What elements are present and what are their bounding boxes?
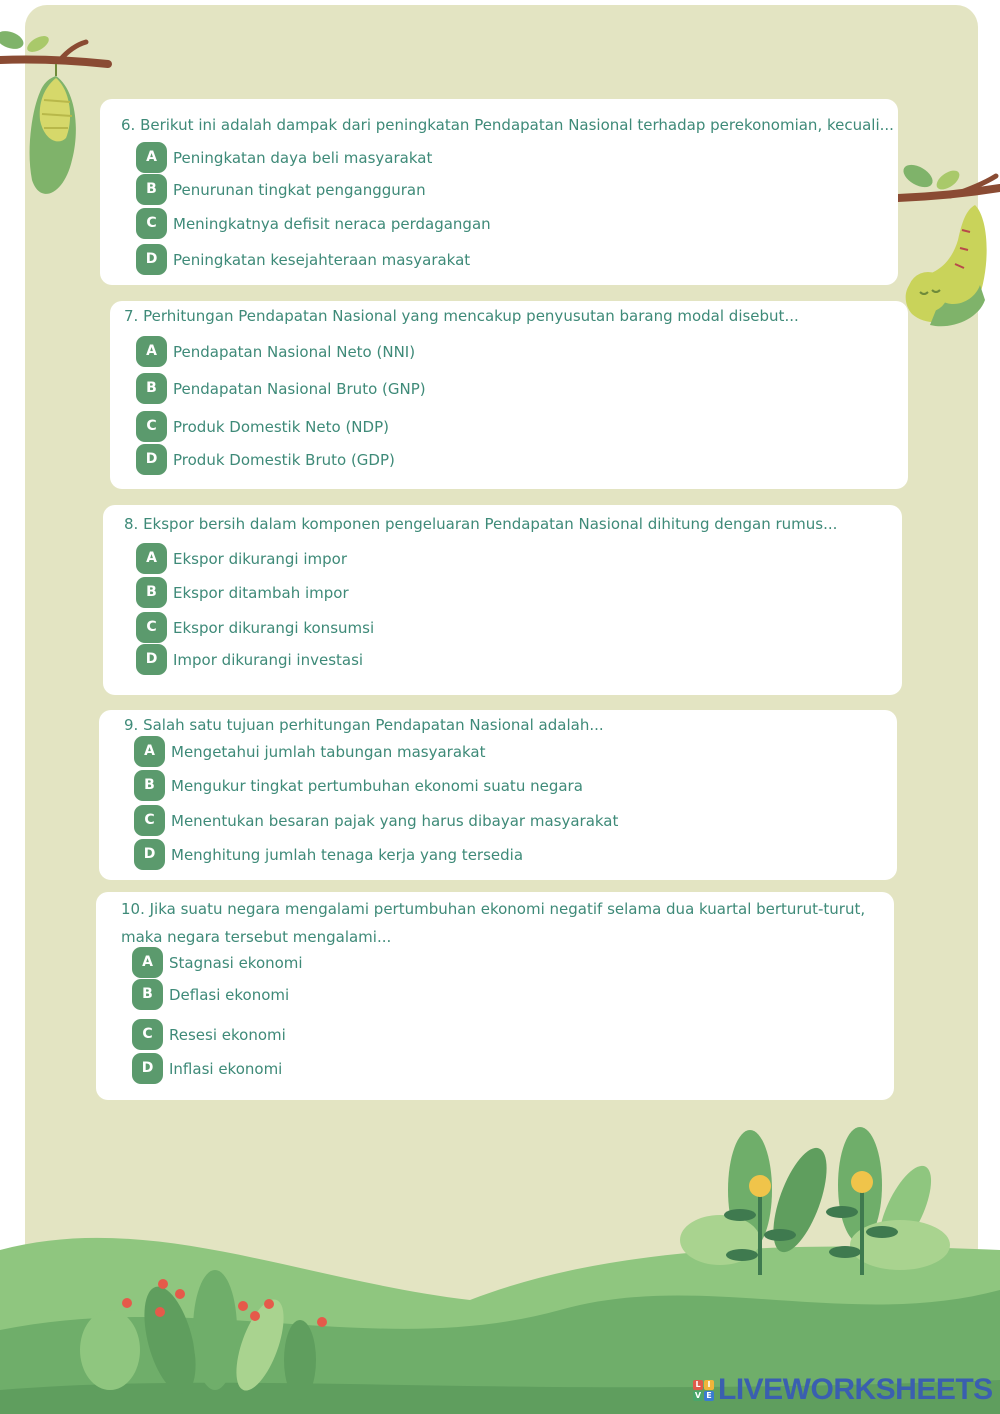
option-label: Peningkatan kesejahteraan masyarakat (173, 251, 471, 269)
logo-text: LIVEWORKSHEETS (718, 1373, 993, 1406)
option-badge: C (136, 208, 167, 239)
option-c[interactable] (136, 412, 389, 442)
option-label: Pendapatan Nasional Neto (NNI) (173, 343, 416, 361)
option-a[interactable] (136, 544, 347, 574)
liveworksheets-logo (693, 1374, 993, 1406)
option-label: Ekspor dikurangi konsumsi (173, 619, 375, 637)
option-badge: B (136, 577, 167, 608)
option-label: Stagnasi ekonomi (169, 954, 303, 972)
option-badge: B (136, 373, 167, 404)
option-d[interactable] (136, 645, 363, 675)
option-label: Meningkatnya defisit neraca perdagangan (173, 215, 491, 233)
option-c[interactable] (136, 613, 374, 643)
option-badge: D (136, 244, 167, 275)
option-label: Peningkatan daya beli masyarakat (173, 149, 433, 167)
option-badge: D (136, 644, 167, 675)
option-badge: A (136, 336, 167, 367)
option-d[interactable] (136, 245, 470, 275)
logo-mark-icon: L I V E (693, 1380, 714, 1401)
option-d[interactable] (132, 1054, 282, 1084)
option-c[interactable] (132, 1020, 286, 1050)
option-c[interactable] (134, 806, 618, 836)
question-text: 6. Berikut ini adalah dampak dari peningkatan Pendapatan Nasional terhadap perekonomian, kecuali... (121, 116, 894, 134)
option-label: Produk Domestik Neto (NDP) (173, 418, 389, 436)
option-badge: D (132, 1053, 163, 1084)
option-a[interactable] (136, 143, 432, 173)
option-badge: B (132, 979, 163, 1010)
option-b[interactable] (136, 175, 426, 205)
option-badge: C (134, 805, 165, 836)
option-badge: D (134, 839, 165, 870)
option-badge: C (136, 612, 167, 643)
option-a[interactable] (134, 737, 486, 767)
option-badge: B (136, 174, 167, 205)
option-d[interactable] (134, 840, 523, 870)
question-text: 8. Ekspor bersih dalam komponen pengeluaran Pendapatan Nasional dihitung dengan rumus... (124, 515, 838, 533)
option-badge: A (134, 736, 165, 767)
option-d[interactable] (136, 445, 395, 475)
caterpillar-illustration (898, 160, 1000, 326)
option-label: Mengetahui jumlah tabungan masyarakat (171, 743, 486, 761)
option-b[interactable] (134, 771, 583, 801)
option-badge: D (136, 444, 167, 475)
question-text-line-2: maka negara tersebut mengalami... (121, 928, 392, 946)
option-label: Penurunan tingkat pengangguran (173, 181, 426, 199)
option-c[interactable] (136, 209, 491, 239)
option-label: Menghitung jumlah tenaga kerja yang tersedia (171, 846, 524, 864)
option-a[interactable] (136, 337, 415, 367)
cocoon-illustration (0, 28, 108, 194)
option-a[interactable] (132, 948, 303, 978)
option-badge: C (132, 1019, 163, 1050)
question-text: 9. Salah satu tujuan perhitungan Pendapatan Nasional adalah... (124, 716, 604, 734)
option-badge: A (136, 543, 167, 574)
option-badge: A (136, 142, 167, 173)
option-label: Pendapatan Nasional Bruto (GNP) (173, 380, 426, 398)
option-label: Ekspor ditambah impor (173, 584, 349, 602)
option-label: Ekspor dikurangi impor (173, 550, 348, 568)
option-b[interactable] (136, 578, 349, 608)
option-b[interactable] (132, 980, 289, 1010)
option-label: Resesi ekonomi (169, 1026, 286, 1044)
option-badge: C (136, 411, 167, 442)
option-label: Menentukan besaran pajak yang harus dibayar masyarakat (171, 812, 619, 830)
option-badge: B (134, 770, 165, 801)
option-label: Impor dikurangi investasi (173, 651, 364, 669)
option-label: Mengukur tingkat pertumbuhan ekonomi suatu negara (171, 777, 583, 795)
option-b[interactable] (136, 374, 426, 404)
option-label: Produk Domestik Bruto (GDP) (173, 451, 395, 469)
question-text: 7. Perhitungan Pendapatan Nasional yang mencakup penyusutan barang modal disebut... (124, 307, 799, 325)
question-text-line-1: 10. Jika suatu negara mengalami pertumbuhan ekonomi negatif selama dua kuartal berturut-turut, (121, 900, 866, 918)
option-badge: A (132, 947, 163, 978)
option-label: Deflasi ekonomi (169, 986, 290, 1004)
option-label: Inflasi ekonomi (169, 1060, 283, 1078)
